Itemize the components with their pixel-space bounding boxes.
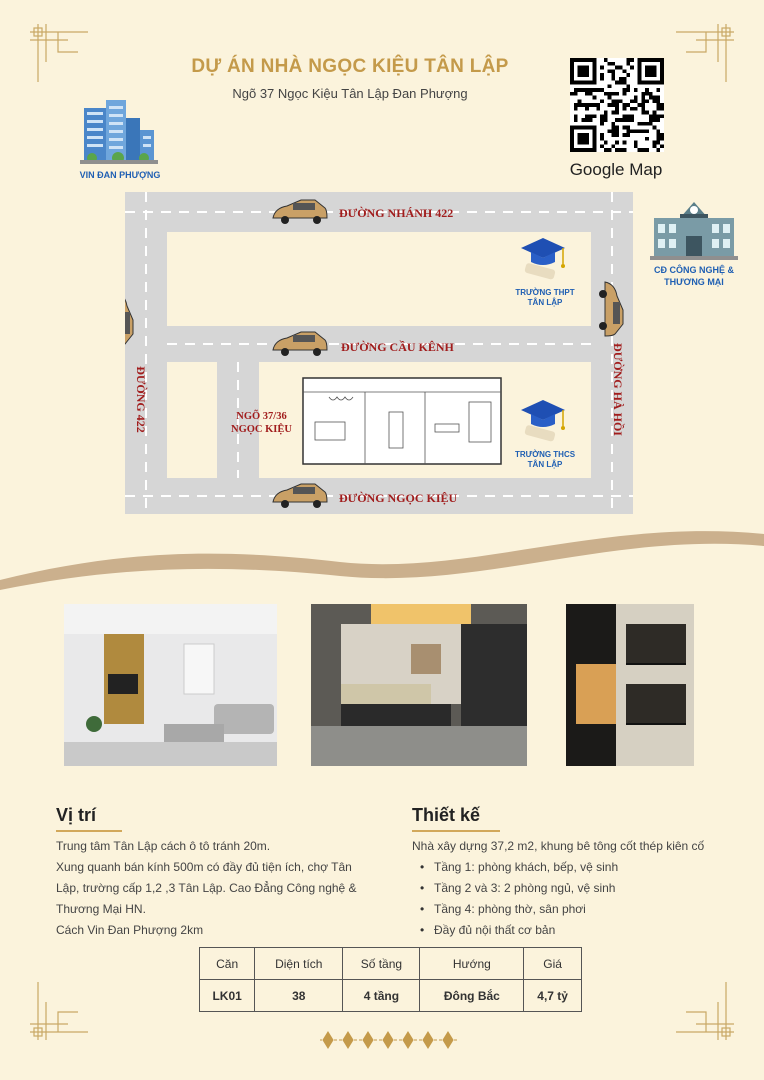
corner-ornament-bottom-right bbox=[656, 972, 736, 1042]
location-heading-underline bbox=[56, 830, 122, 832]
spec-header-dien-tich: Diện tích bbox=[255, 948, 343, 980]
design-list bbox=[412, 857, 752, 941]
decorative-wave bbox=[0, 510, 764, 590]
design-list-item: • Tầng 1: phòng khách, bếp, vệ sinh bbox=[412, 857, 752, 878]
vin-dan-phuong-label: VIN ĐAN PHƯỢNG bbox=[79, 170, 161, 180]
college-label bbox=[640, 264, 748, 288]
spec-cell-can: LK01 bbox=[200, 980, 255, 1012]
photo-bedroom bbox=[311, 604, 527, 766]
spec-cell-dien-tich: 38 bbox=[255, 980, 343, 1012]
design-intro: Nhà xây dựng 37,2 m2, khung bê tông cốt thép kiên cố bbox=[412, 839, 705, 853]
photo-living-room bbox=[64, 604, 277, 766]
design-heading: Thiết kế bbox=[412, 805, 481, 825]
design-list-item: • Đầy đủ nội thất cơ bản bbox=[412, 920, 752, 941]
school-thpt-label bbox=[507, 288, 583, 308]
road-label-ngoc-kieu: ĐƯỜNG NGỌC KIỆU bbox=[339, 491, 458, 505]
qr-code[interactable] bbox=[570, 58, 664, 152]
spec-table-row bbox=[200, 980, 582, 1012]
location-text bbox=[56, 836, 386, 941]
spec-table bbox=[199, 947, 582, 1012]
spec-cell-huong: Đông Bắc bbox=[420, 980, 524, 1012]
lane-label bbox=[231, 410, 292, 436]
location-line: Xung quanh bán kính 500m có đầy đủ tiện ích, chợ Tân bbox=[56, 860, 352, 874]
school-thcs-line1: TRƯỜNG THCS bbox=[514, 450, 576, 459]
location-line: Thương Mại HN. bbox=[56, 902, 146, 916]
design-list-item: • Tầng 2 và 3: 2 phòng ngủ, vệ sinh bbox=[412, 878, 752, 899]
diamond-ornament bbox=[320, 1030, 460, 1050]
graduation-cap-icon-thcs bbox=[521, 400, 565, 442]
location-heading: Vị trí bbox=[56, 805, 97, 825]
spec-header-gia: Giá bbox=[524, 948, 582, 980]
college-label-line2: THƯƠNG MẠI bbox=[664, 277, 724, 287]
location-line: Cách Vin Đan Phượng 2km bbox=[56, 923, 204, 937]
road-label-422: ĐƯỜNG 422 bbox=[133, 366, 148, 433]
location-line: Lập, trường cấp 1,2 ,3 Tân Lập. Cao Đẳng Công nghệ & bbox=[56, 881, 357, 895]
design-list-item: • Tầng 4: phòng thờ, sân phơi bbox=[412, 899, 752, 920]
spec-header-so-tang: Số tầng bbox=[343, 948, 420, 980]
corner-ornament-top-left bbox=[28, 22, 108, 92]
page-subtitle: Ngõ 37 Ngọc Kiệu Tân Lập Đan Phượng bbox=[232, 86, 468, 101]
school-thcs-label bbox=[507, 450, 583, 470]
page-title: DỰ ÁN NHÀ NGỌC KIỆU TÂN LẬP bbox=[191, 56, 509, 77]
college-label-line1: CĐ CÔNG NGHỆ & bbox=[653, 265, 734, 275]
lane-label-line2: NGỌC KIỆU bbox=[231, 424, 292, 435]
road-label-ha-hoi: ĐƯỜNG HÀ HỒI bbox=[610, 343, 625, 436]
spec-cell-so-tang: 4 tầng bbox=[343, 980, 420, 1012]
photo-exterior bbox=[566, 604, 694, 766]
road-label-cau-kenh: ĐƯỜNG CẦU KÊNH bbox=[341, 340, 454, 354]
spec-cell-gia: 4,7 tỷ bbox=[524, 980, 582, 1012]
road-map bbox=[125, 192, 633, 514]
city-buildings-icon bbox=[80, 100, 158, 166]
college-building-icon bbox=[650, 194, 738, 260]
floor-plan bbox=[303, 378, 501, 464]
corner-ornament-top-right bbox=[656, 22, 736, 92]
road-label-nhanh-422: ĐƯỜNG NHÁNH 422 bbox=[339, 206, 454, 220]
corner-ornament-bottom-left bbox=[28, 972, 108, 1042]
google-map-label: Google Map bbox=[569, 160, 663, 179]
school-thpt-line1: TRƯỜNG THPT bbox=[515, 288, 575, 297]
graduation-cap-icon-thpt bbox=[521, 238, 565, 280]
spec-header-can: Căn bbox=[200, 948, 255, 980]
design-heading-underline bbox=[412, 830, 500, 832]
lane-label-line1: NGÕ 37/36 bbox=[236, 411, 287, 422]
school-thpt-line2: TÂN LẬP bbox=[527, 298, 563, 307]
spec-table-header-row bbox=[200, 948, 582, 980]
location-line: Trung tâm Tân Lập cách ô tô tránh 20m. bbox=[56, 839, 271, 853]
spec-header-huong: Hướng bbox=[420, 948, 524, 980]
school-thcs-line2: TÂN LẬP bbox=[527, 460, 563, 469]
